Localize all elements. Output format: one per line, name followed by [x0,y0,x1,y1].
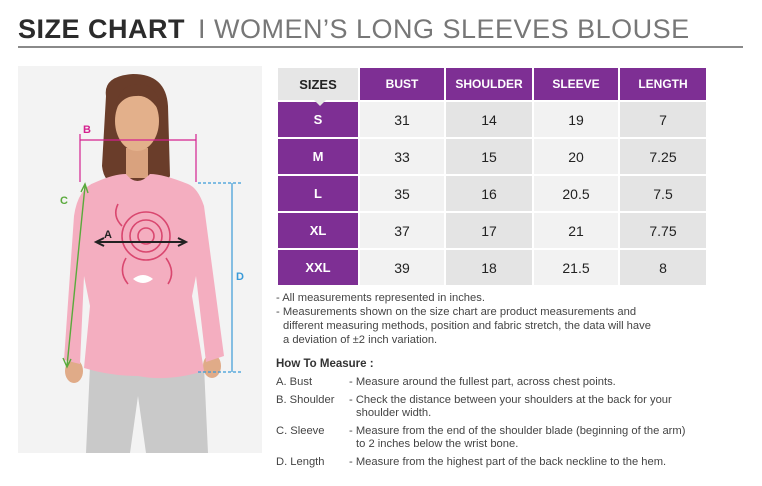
header-sizes: SIZES [278,68,358,100]
size-table-header-row [278,68,706,100]
measure-item-length [276,456,758,469]
header-shoulder: SHOULDER [446,68,532,100]
neck [126,148,148,178]
bust-value: 39 [360,250,444,285]
size-label: S [278,102,358,137]
shoulder-value: 17 [446,213,532,248]
sleeve-value: 19 [534,102,618,137]
measure-desc: - Measure from the end of the shoulder blade (beginning of the arm) [349,425,686,437]
measure-term: C. Sleeve [276,425,325,437]
measure-desc: - Check the distance between your shoulders at the back for your [349,394,672,406]
bust-value: 37 [360,213,444,248]
bust-value: 31 [360,102,444,137]
measure-desc-cont: shoulder width. [356,407,432,419]
note-deviation-cont: different measuring methods, position and fabric stretch, the data will have [283,320,651,332]
measure-term: A. Bust [276,376,313,388]
table-row [278,102,706,137]
shoulder-value: 14 [446,102,532,137]
header-length: LENGTH [620,68,706,100]
measure-desc: - Measure around the fullest part, across chest points. [349,376,616,388]
length-value: 7.25 [620,139,706,174]
length-value: 7 [620,102,706,137]
label-a: A [104,229,112,241]
table-row [278,139,706,174]
measure-term: B. Shoulder [276,394,335,406]
note-deviation-cont2: a deviation of ±2 inch variation. [283,334,438,346]
table-row [278,176,706,211]
bust-value: 33 [360,139,444,174]
length-value: 7.75 [620,213,706,248]
model-illustration [18,66,262,453]
label-d: D [236,271,244,283]
page-header [18,12,743,46]
how-to-measure-list [276,376,758,474]
note-deviation: - Measurements shown on the size chart are product measurements and [276,306,637,318]
size-label: XXL [278,250,358,285]
sleeve-value: 21 [534,213,618,248]
pants [86,366,208,453]
length-value: 8 [620,250,706,285]
page-title: SIZE CHART [18,14,185,44]
shoulder-value: 15 [446,139,532,174]
sleeve-value: 20.5 [534,176,618,211]
how-to-measure-title: How To Measure : [276,358,374,370]
header-bust: BUST [360,68,444,100]
sleeve-value: 21.5 [534,250,618,285]
measure-term: D. Length [276,456,325,468]
measure-desc-cont: to 2 inches below the wrist bone. [356,438,519,450]
label-c: C [60,195,68,207]
measure-item-shoulder [276,394,758,420]
length-value: 7.5 [620,176,706,211]
model-photo [18,66,262,453]
page-subtitle: I WOMEN’S LONG SLEEVES BLOUSE [198,14,690,44]
header-sleeve: SLEEVE [534,68,618,100]
measure-item-sleeve [276,425,758,451]
size-label: M [278,139,358,174]
bust-value: 35 [360,176,444,211]
table-row [278,213,706,248]
measure-item-bust [276,376,758,389]
shoulder-value: 16 [446,176,532,211]
note-inches: - All measurements represented in inches. [276,292,485,304]
size-label: XL [278,213,358,248]
measurement-notes [276,291,746,347]
size-label: L [278,176,358,211]
label-b: B [83,124,91,136]
table-row [278,250,706,285]
measure-desc: - Measure from the highest part of the back neckline to the hem. [349,456,667,468]
sleeve-value: 20 [534,139,618,174]
header-divider [18,46,743,48]
shoulder-value: 18 [446,250,532,285]
size-table [276,66,708,287]
